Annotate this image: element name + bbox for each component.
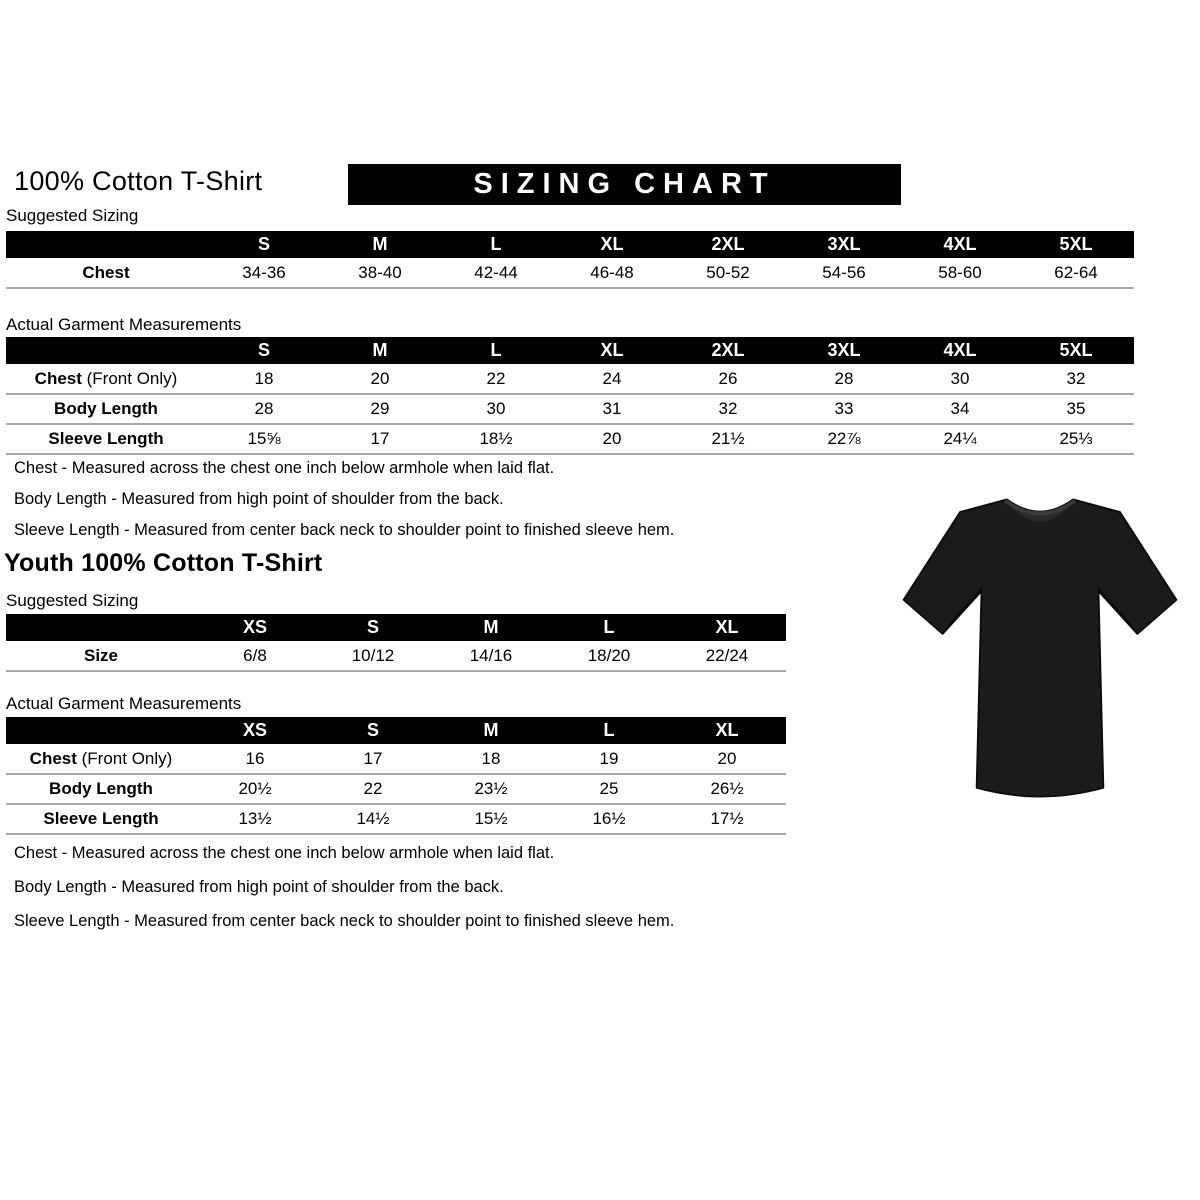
row-label-cell — [6, 804, 196, 834]
table-row — [6, 804, 786, 834]
value-cell: 16½ — [550, 804, 668, 834]
value-cell: 17 — [322, 424, 438, 454]
table-row — [6, 364, 1134, 394]
value-cell: 28 — [786, 364, 902, 394]
table-row — [6, 394, 1134, 424]
value-cell: 18½ — [438, 424, 554, 454]
value-cell: 6/8 — [196, 641, 314, 671]
col-header: M — [322, 231, 438, 258]
value-cell: 22⅞ — [786, 424, 902, 454]
value-cell: 16 — [196, 744, 314, 774]
corner-cell — [6, 717, 196, 744]
col-header: XL — [554, 337, 670, 364]
value-cell: 50-52 — [670, 258, 786, 288]
row-label: Chest — [82, 262, 130, 282]
note-line: Chest - Measured across the chest one inch below armhole when laid flat. — [14, 844, 555, 862]
value-cell: 30 — [438, 394, 554, 424]
corner-cell — [6, 231, 206, 258]
value-cell: 29 — [322, 394, 438, 424]
value-cell: 22/24 — [668, 641, 786, 671]
row-label-cell — [6, 424, 206, 454]
row-label-suffix: (Front Only) — [76, 748, 173, 768]
table-row — [6, 774, 786, 804]
col-header: 4XL — [902, 231, 1018, 258]
row-label: Sleeve Length — [48, 429, 164, 448]
value-cell: 62-64 — [1018, 258, 1134, 288]
note-line: Body Length - Measured from high point of shoulder from the back. — [14, 489, 504, 508]
value-cell: 24 — [554, 364, 670, 394]
note-line: Body Length - Measured from high point of shoulder from the back. — [14, 877, 504, 896]
value-cell: 28 — [206, 394, 322, 424]
header-row — [6, 614, 786, 641]
value-cell: 25⅓ — [1018, 424, 1134, 454]
value-cell: 15⅝ — [206, 424, 322, 454]
value-cell: 23½ — [432, 774, 550, 804]
value-cell: 46-48 — [554, 258, 670, 288]
value-cell: 34-36 — [206, 258, 322, 288]
col-header: L — [438, 231, 554, 258]
col-header: M — [322, 337, 438, 364]
col-header: S — [314, 717, 432, 744]
adult-notes — [14, 459, 674, 551]
value-cell: 22 — [314, 774, 432, 804]
value-cell: 17 — [314, 744, 432, 774]
value-cell: 17½ — [668, 804, 786, 834]
value-cell: 18/20 — [550, 641, 668, 671]
value-cell: 20 — [554, 424, 670, 454]
row-label-cell — [6, 744, 196, 774]
note-line: Sleeve Length - Measured from center back neck to shoulder point to finished sleeve hem. — [14, 520, 675, 539]
adult-suggested-table — [6, 231, 1134, 289]
youth-suggested-table — [6, 614, 786, 672]
row-label-cell — [6, 394, 206, 424]
value-cell: 30 — [902, 364, 1018, 394]
col-header: L — [550, 717, 668, 744]
col-header: XS — [196, 717, 314, 744]
tshirt-graphic — [893, 478, 1187, 814]
col-header: 3XL — [786, 231, 902, 258]
col-header: S — [206, 337, 322, 364]
col-header: XL — [668, 717, 786, 744]
col-header: L — [550, 614, 668, 641]
value-cell: 10/12 — [314, 641, 432, 671]
row-label: Body Length — [54, 399, 158, 418]
table-row — [6, 258, 1134, 288]
col-header: XS — [196, 614, 314, 641]
corner-cell — [6, 337, 206, 364]
adult-actual-label: Actual Garment Measurements — [6, 315, 242, 334]
value-cell: 13½ — [196, 804, 314, 834]
value-cell: 14½ — [314, 804, 432, 834]
col-header: 2XL — [670, 337, 786, 364]
row-label-cell — [6, 641, 196, 671]
youth-actual-label: Actual Garment Measurements — [6, 694, 242, 713]
col-header: S — [206, 231, 322, 258]
row-label: Body Length — [49, 779, 153, 798]
youth-suggested-label: Suggested Sizing — [6, 591, 139, 610]
adult-suggested-label: Suggested Sizing — [6, 206, 139, 225]
adult-actual-table — [6, 337, 1134, 455]
youth-notes — [14, 844, 674, 945]
value-cell: 14/16 — [432, 641, 550, 671]
corner-cell — [6, 614, 196, 641]
row-label-cell — [6, 258, 206, 288]
table-row — [6, 744, 786, 774]
header-row — [6, 717, 786, 744]
sizing-chart-banner: SIZING CHART — [348, 164, 901, 205]
table-row — [6, 424, 1134, 454]
value-cell: 26½ — [668, 774, 786, 804]
value-cell: 18 — [432, 744, 550, 774]
col-header: M — [432, 717, 550, 744]
value-cell: 42-44 — [438, 258, 554, 288]
value-cell: 24¼ — [902, 424, 1018, 454]
col-header: 2XL — [670, 231, 786, 258]
table-row — [6, 641, 786, 671]
value-cell: 58-60 — [902, 258, 1018, 288]
col-header: 4XL — [902, 337, 1018, 364]
value-cell: 15½ — [432, 804, 550, 834]
row-label: Chest — [34, 368, 82, 388]
value-cell: 32 — [1018, 364, 1134, 394]
col-header: S — [314, 614, 432, 641]
value-cell: 19 — [550, 744, 668, 774]
col-header: XL — [554, 231, 670, 258]
row-label: Sleeve Length — [43, 809, 159, 828]
header-row — [6, 337, 1134, 364]
col-header: 5XL — [1018, 337, 1134, 364]
col-header: M — [432, 614, 550, 641]
header-row — [6, 231, 1134, 258]
note-line: Sleeve Length - Measured from center back neck to shoulder point to finished sleeve hem. — [14, 911, 675, 930]
youth-title: Youth 100% Cotton T-Shirt — [4, 549, 323, 577]
value-cell: 32 — [670, 394, 786, 424]
value-cell: 20½ — [196, 774, 314, 804]
value-cell: 21½ — [670, 424, 786, 454]
value-cell: 20 — [322, 364, 438, 394]
row-label: Chest — [29, 748, 77, 768]
col-header: L — [438, 337, 554, 364]
value-cell: 25 — [550, 774, 668, 804]
value-cell: 26 — [670, 364, 786, 394]
row-label: Size — [83, 645, 119, 665]
value-cell: 31 — [554, 394, 670, 424]
col-header: XL — [668, 614, 786, 641]
row-label-cell — [6, 364, 206, 394]
row-label-suffix: (Front Only) — [81, 368, 178, 388]
adult-title: 100% Cotton T-Shirt — [14, 166, 263, 196]
value-cell: 35 — [1018, 394, 1134, 424]
value-cell: 22 — [438, 364, 554, 394]
col-header: 3XL — [786, 337, 902, 364]
value-cell: 38-40 — [322, 258, 438, 288]
tshirt-image — [893, 478, 1187, 814]
value-cell: 20 — [668, 744, 786, 774]
value-cell: 54-56 — [786, 258, 902, 288]
tshirt-body — [904, 499, 1177, 796]
youth-actual-table — [6, 717, 786, 835]
value-cell: 34 — [902, 394, 1018, 424]
note-line: Chest - Measured across the chest one inch below armhole when laid flat. — [14, 459, 555, 477]
row-label-cell — [6, 774, 196, 804]
value-cell: 33 — [786, 394, 902, 424]
col-header: 5XL — [1018, 231, 1134, 258]
value-cell: 18 — [206, 364, 322, 394]
